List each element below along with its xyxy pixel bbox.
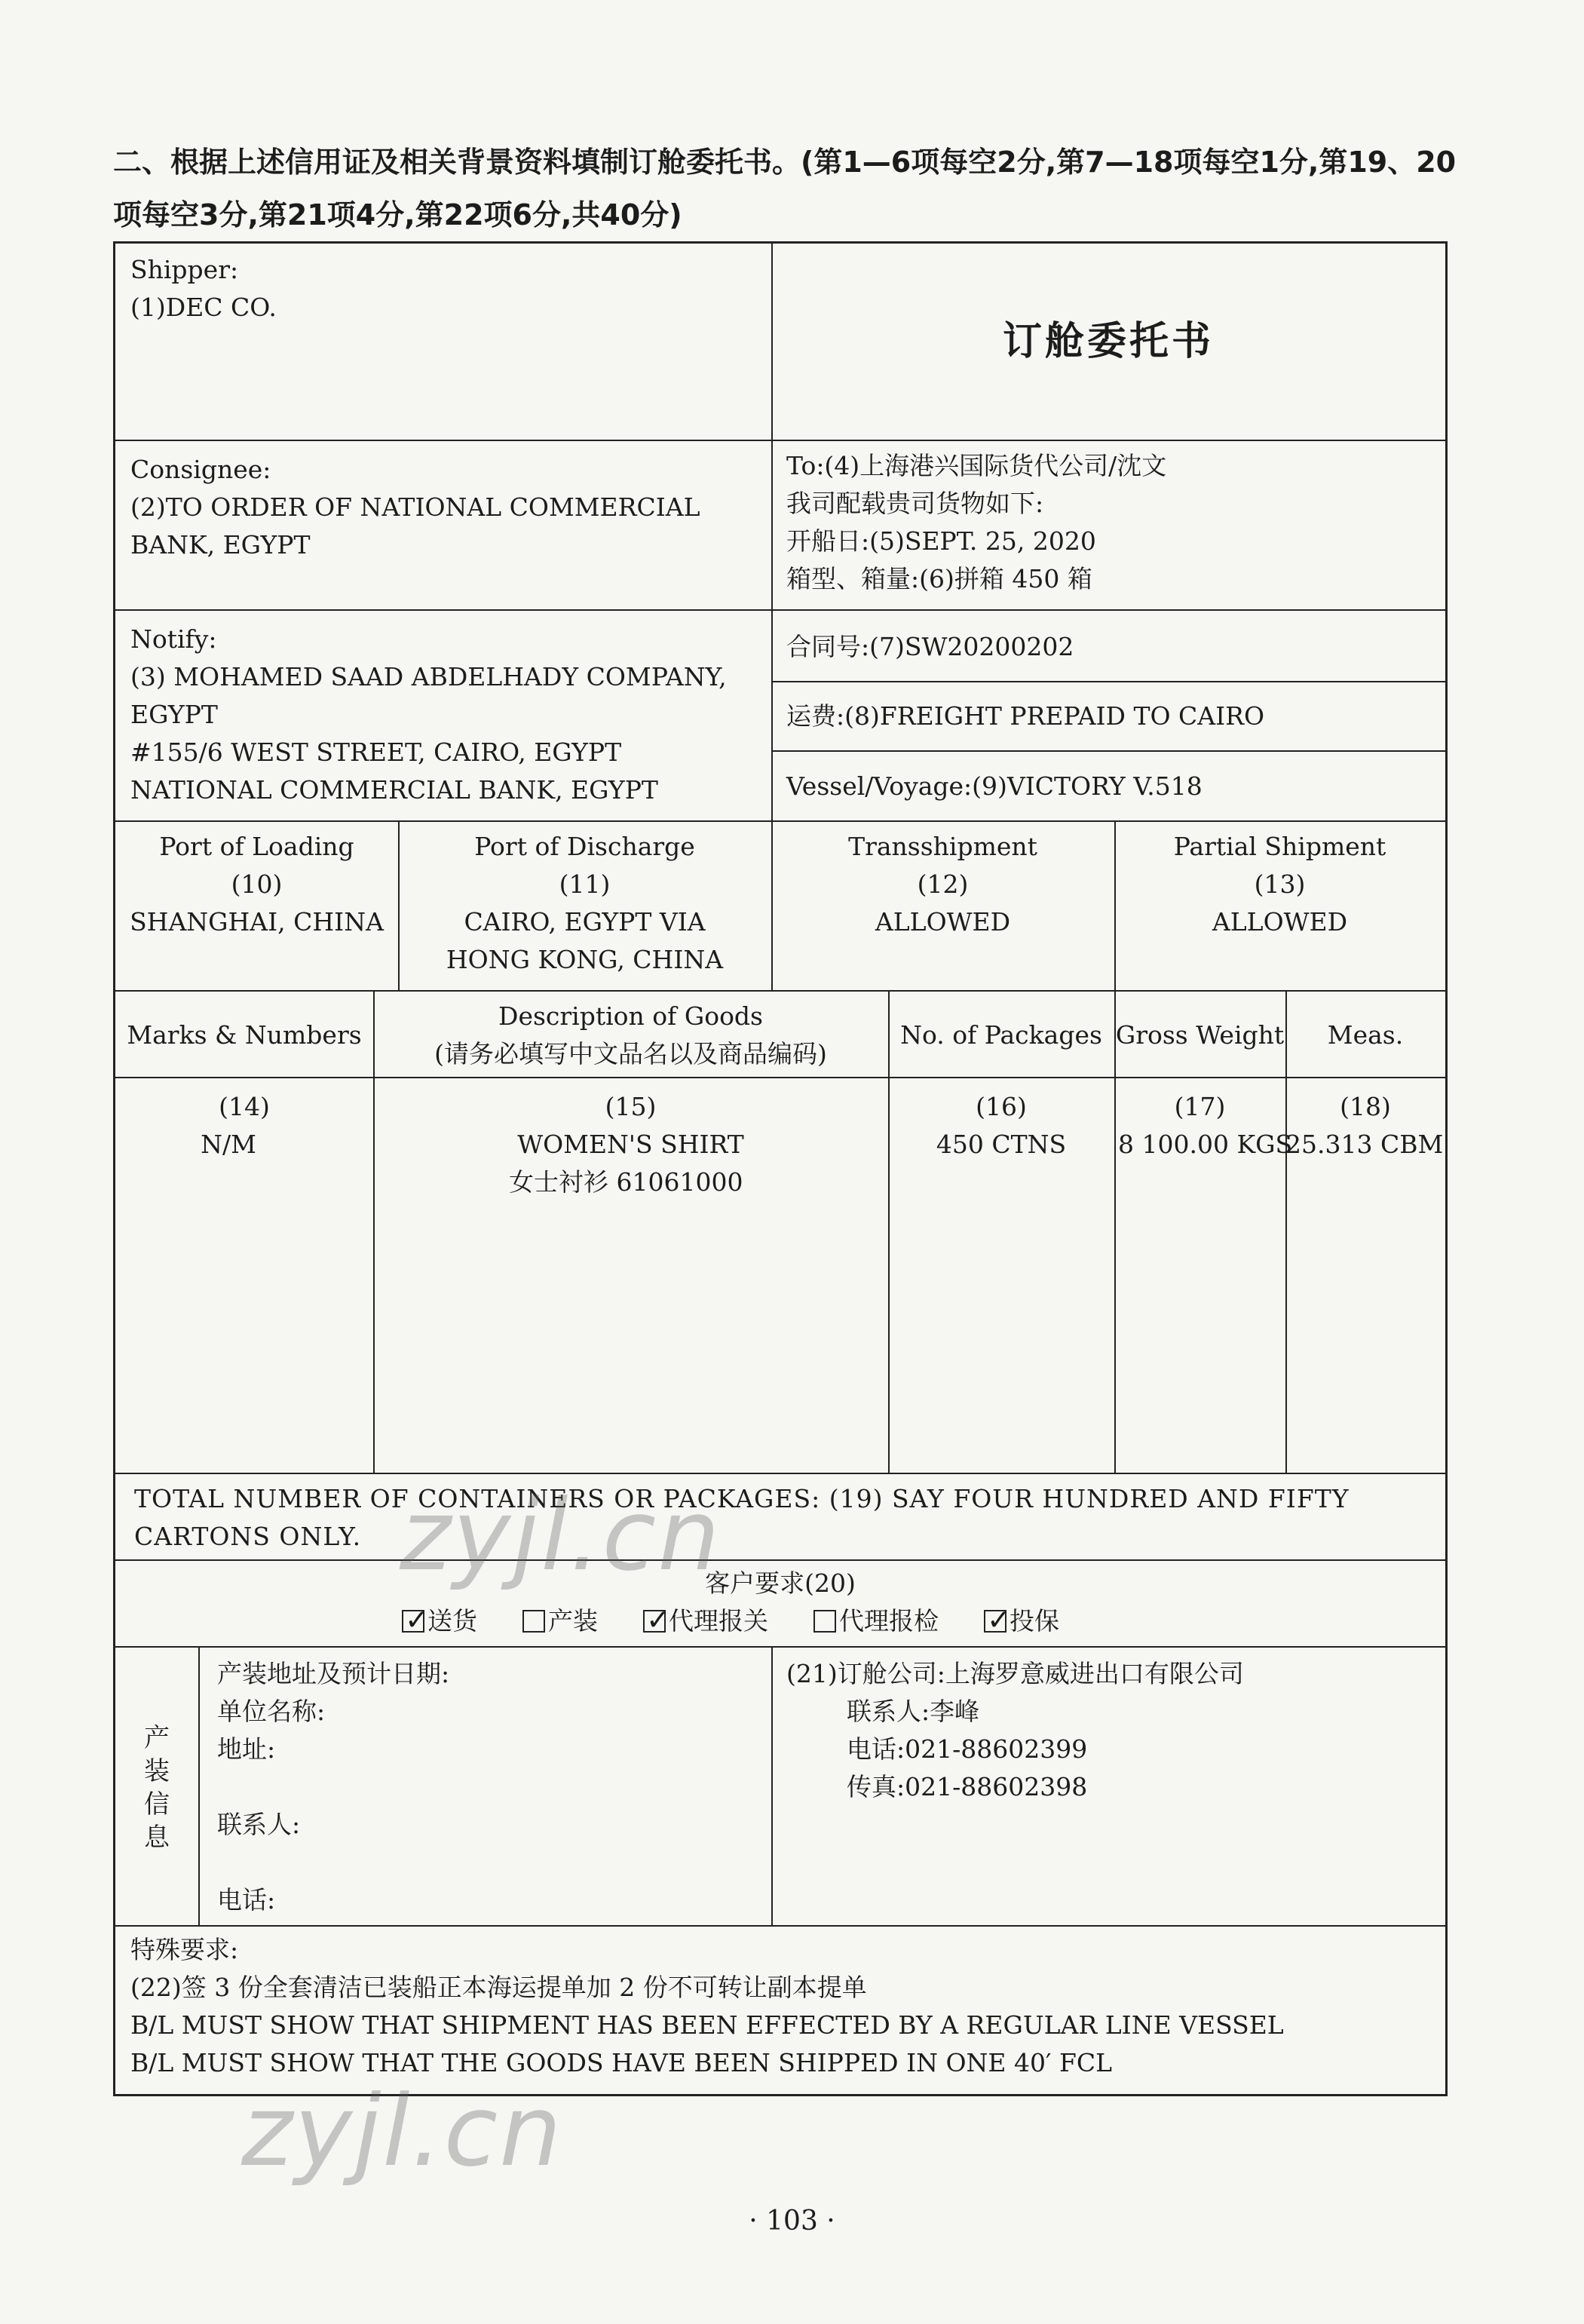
marks-num: (14): [219, 1092, 270, 1121]
meas-header: Meas.: [1327, 1020, 1404, 1050]
gross-weight-num: (17): [1174, 1092, 1226, 1121]
rule: [1285, 990, 1287, 1473]
packages-value: 450 CTNS: [936, 1130, 1067, 1159]
freight: 运费:(8)FREIGHT PREPAID TO CAIRO: [786, 701, 1265, 731]
rule: [115, 1473, 1445, 1474]
requirement-option-label: 投保: [1010, 1606, 1059, 1636]
packages-header: No. of Packages: [900, 1020, 1102, 1050]
notify-line-1: (3) MOHAMED SAAD ABDELHADY COMPANY,: [130, 662, 727, 691]
rule: [771, 750, 1445, 752]
unchecked-box-icon: [522, 1610, 545, 1633]
rule: [115, 440, 1445, 441]
consignee-line-1: (2)TO ORDER OF NATIONAL COMMERCIAL: [130, 492, 700, 522]
total-line-1: TOTAL NUMBER OF CONTAINERS OR PACKAGES: (19) SAY FOUR HUNDRED AND FIFTY: [134, 1484, 1350, 1513]
special-line-3: B/L MUST SHOW THAT THE GOODS HAVE BEEN SHIPPED IN ONE 40′ FCL: [130, 2048, 1113, 2077]
port-of-discharge-value-2: HONG KONG, CHINA: [446, 945, 724, 974]
rule: [115, 1646, 1445, 1648]
special-label: 特殊要求:: [130, 1935, 239, 1964]
question-heading: 二、根据上述信用证及相关背景资料填制订舱委托书。(第1—6项每空2分,第7—18项每空1分,第19、20项每空3分,第21项4分,第22项6分,共40分): [113, 146, 1457, 231]
vessel-voyage: Vessel/Voyage:(9)VICTORY V.518: [786, 771, 1203, 801]
booking-contact: 联系人:李峰: [847, 1697, 980, 1726]
gross-weight-value: 8 100.00 KGS: [1118, 1130, 1293, 1159]
rule: [115, 609, 1445, 611]
port-of-loading-label: Port of Loading: [159, 832, 354, 861]
consignee-line-2: BANK, EGYPT: [130, 530, 311, 560]
transshipment-num: (12): [917, 869, 969, 899]
rule: [115, 990, 1445, 992]
to-line-2: 我司配载贵司货物如下:: [786, 489, 1044, 518]
special-line-1: (22)签 3 份全套清洁已装船正本海运提单加 2 份不可转让副本提单: [130, 1973, 867, 2002]
production-line-3: 地址:: [217, 1734, 276, 1764]
description-chinese: 女士衬衫 61061000: [509, 1167, 743, 1197]
sailing-date: 开船日:(5)SEPT. 25, 2020: [786, 526, 1096, 556]
port-of-discharge-num: (11): [559, 869, 611, 899]
booking-company: (21)订舱公司:上海罗意威进出口有限公司: [786, 1659, 1244, 1688]
booking-form: [113, 241, 1448, 2096]
rule: [115, 1559, 1445, 1561]
requirement-option-label: 代理报检: [839, 1606, 939, 1636]
form-title: 订舱委托书: [1002, 319, 1214, 364]
requirement-option-label: 产装: [548, 1606, 598, 1636]
rule: [771, 681, 1445, 682]
watermark: zyjl.cn: [241, 2074, 563, 2188]
meas-num: (18): [1340, 1092, 1391, 1121]
special-line-2: B/L MUST SHOW THAT SHIPMENT HAS BEEN EFFECTED BY A REGULAR LINE VESSEL: [130, 2010, 1284, 2040]
notify-line-4: NATIONAL COMMERCIAL BANK, EGYPT: [130, 775, 658, 805]
port-of-loading-value: SHANGHAI, CHINA: [130, 907, 384, 937]
rule: [771, 1646, 773, 1925]
rule: [115, 820, 1445, 822]
booking-phone: 电话:021-88602399: [847, 1734, 1088, 1764]
requirements-title: 客户要求(20): [705, 1568, 856, 1598]
requirement-option: [813, 1602, 939, 1640]
booking-fax: 传真:021-88602398: [847, 1772, 1088, 1801]
total-line-2: CARTONS ONLY.: [134, 1522, 362, 1551]
container-info: 箱型、箱量:(6)拼箱 450 箱: [786, 564, 1092, 593]
rule: [115, 1925, 1445, 1927]
description-header: Description of Goods: [498, 1001, 763, 1031]
partial-shipment-num: (13): [1254, 869, 1306, 899]
port-of-loading-num: (10): [231, 869, 283, 899]
description-value: WOMEN'S SHIRT: [517, 1130, 744, 1159]
rule: [888, 990, 890, 1473]
transshipment-value: ALLOWED: [875, 907, 1011, 937]
requirement-option: [984, 1602, 1059, 1640]
notify-line-2: EGYPT: [130, 700, 218, 729]
checked-box-icon: [984, 1610, 1006, 1633]
marks-header: Marks & Numbers: [127, 1020, 362, 1050]
notify-label: Notify:: [130, 624, 217, 654]
requirement-option: [643, 1602, 768, 1640]
marks-value: N/M: [201, 1130, 256, 1159]
description-header-note: (请务必填写中文品名以及商品编码): [434, 1039, 827, 1068]
unchecked-box-icon: [813, 1610, 836, 1633]
watermark: zyjl.cn: [400, 1478, 722, 1593]
port-of-discharge-label: Port of Discharge: [474, 832, 695, 861]
requirement-option: [402, 1602, 477, 1640]
meas-value: 25.313 CBM: [1285, 1130, 1444, 1159]
requirement-option-label: 送货: [427, 1606, 477, 1636]
production-line-4: 联系人:: [217, 1810, 301, 1839]
description-num: (15): [605, 1092, 657, 1121]
requirement-option-label: 代理报关: [669, 1606, 768, 1636]
packages-num: (16): [976, 1092, 1027, 1121]
shipper-value: (1)DEC CO.: [130, 293, 277, 322]
checked-box-icon: [402, 1610, 424, 1633]
partial-shipment-label: Partial Shipment: [1173, 832, 1386, 861]
production-line-1: 产装地址及预计日期:: [217, 1659, 450, 1688]
requirement-option: [522, 1602, 598, 1640]
requirements-options: [402, 1602, 1105, 1640]
consignee-label: Consignee:: [130, 455, 271, 484]
partial-shipment-value: ALLOWED: [1212, 907, 1348, 937]
production-line-2: 单位名称:: [217, 1697, 326, 1726]
to-line-1: To:(4)上海港兴国际货代公司/沈文: [786, 451, 1167, 480]
production-side-label: 产装信息: [144, 1723, 170, 1853]
checked-box-icon: [643, 1610, 666, 1633]
page-number: · 103 ·: [749, 2206, 835, 2237]
rule: [198, 1646, 200, 1925]
gross-weight-header: Gross Weight: [1115, 1020, 1285, 1050]
rule: [1114, 990, 1116, 1473]
contract-number: 合同号:(7)SW20200202: [786, 632, 1074, 661]
notify-line-3: #155/6 WEST STREET, CAIRO, EGYPT: [130, 737, 622, 767]
shipper-label: Shipper:: [130, 255, 239, 284]
rule: [115, 1077, 1445, 1078]
production-line-5: 电话:: [217, 1885, 276, 1915]
port-of-discharge-value-1: CAIRO, EGYPT VIA: [464, 907, 706, 937]
transshipment-label: Transshipment: [848, 832, 1037, 861]
